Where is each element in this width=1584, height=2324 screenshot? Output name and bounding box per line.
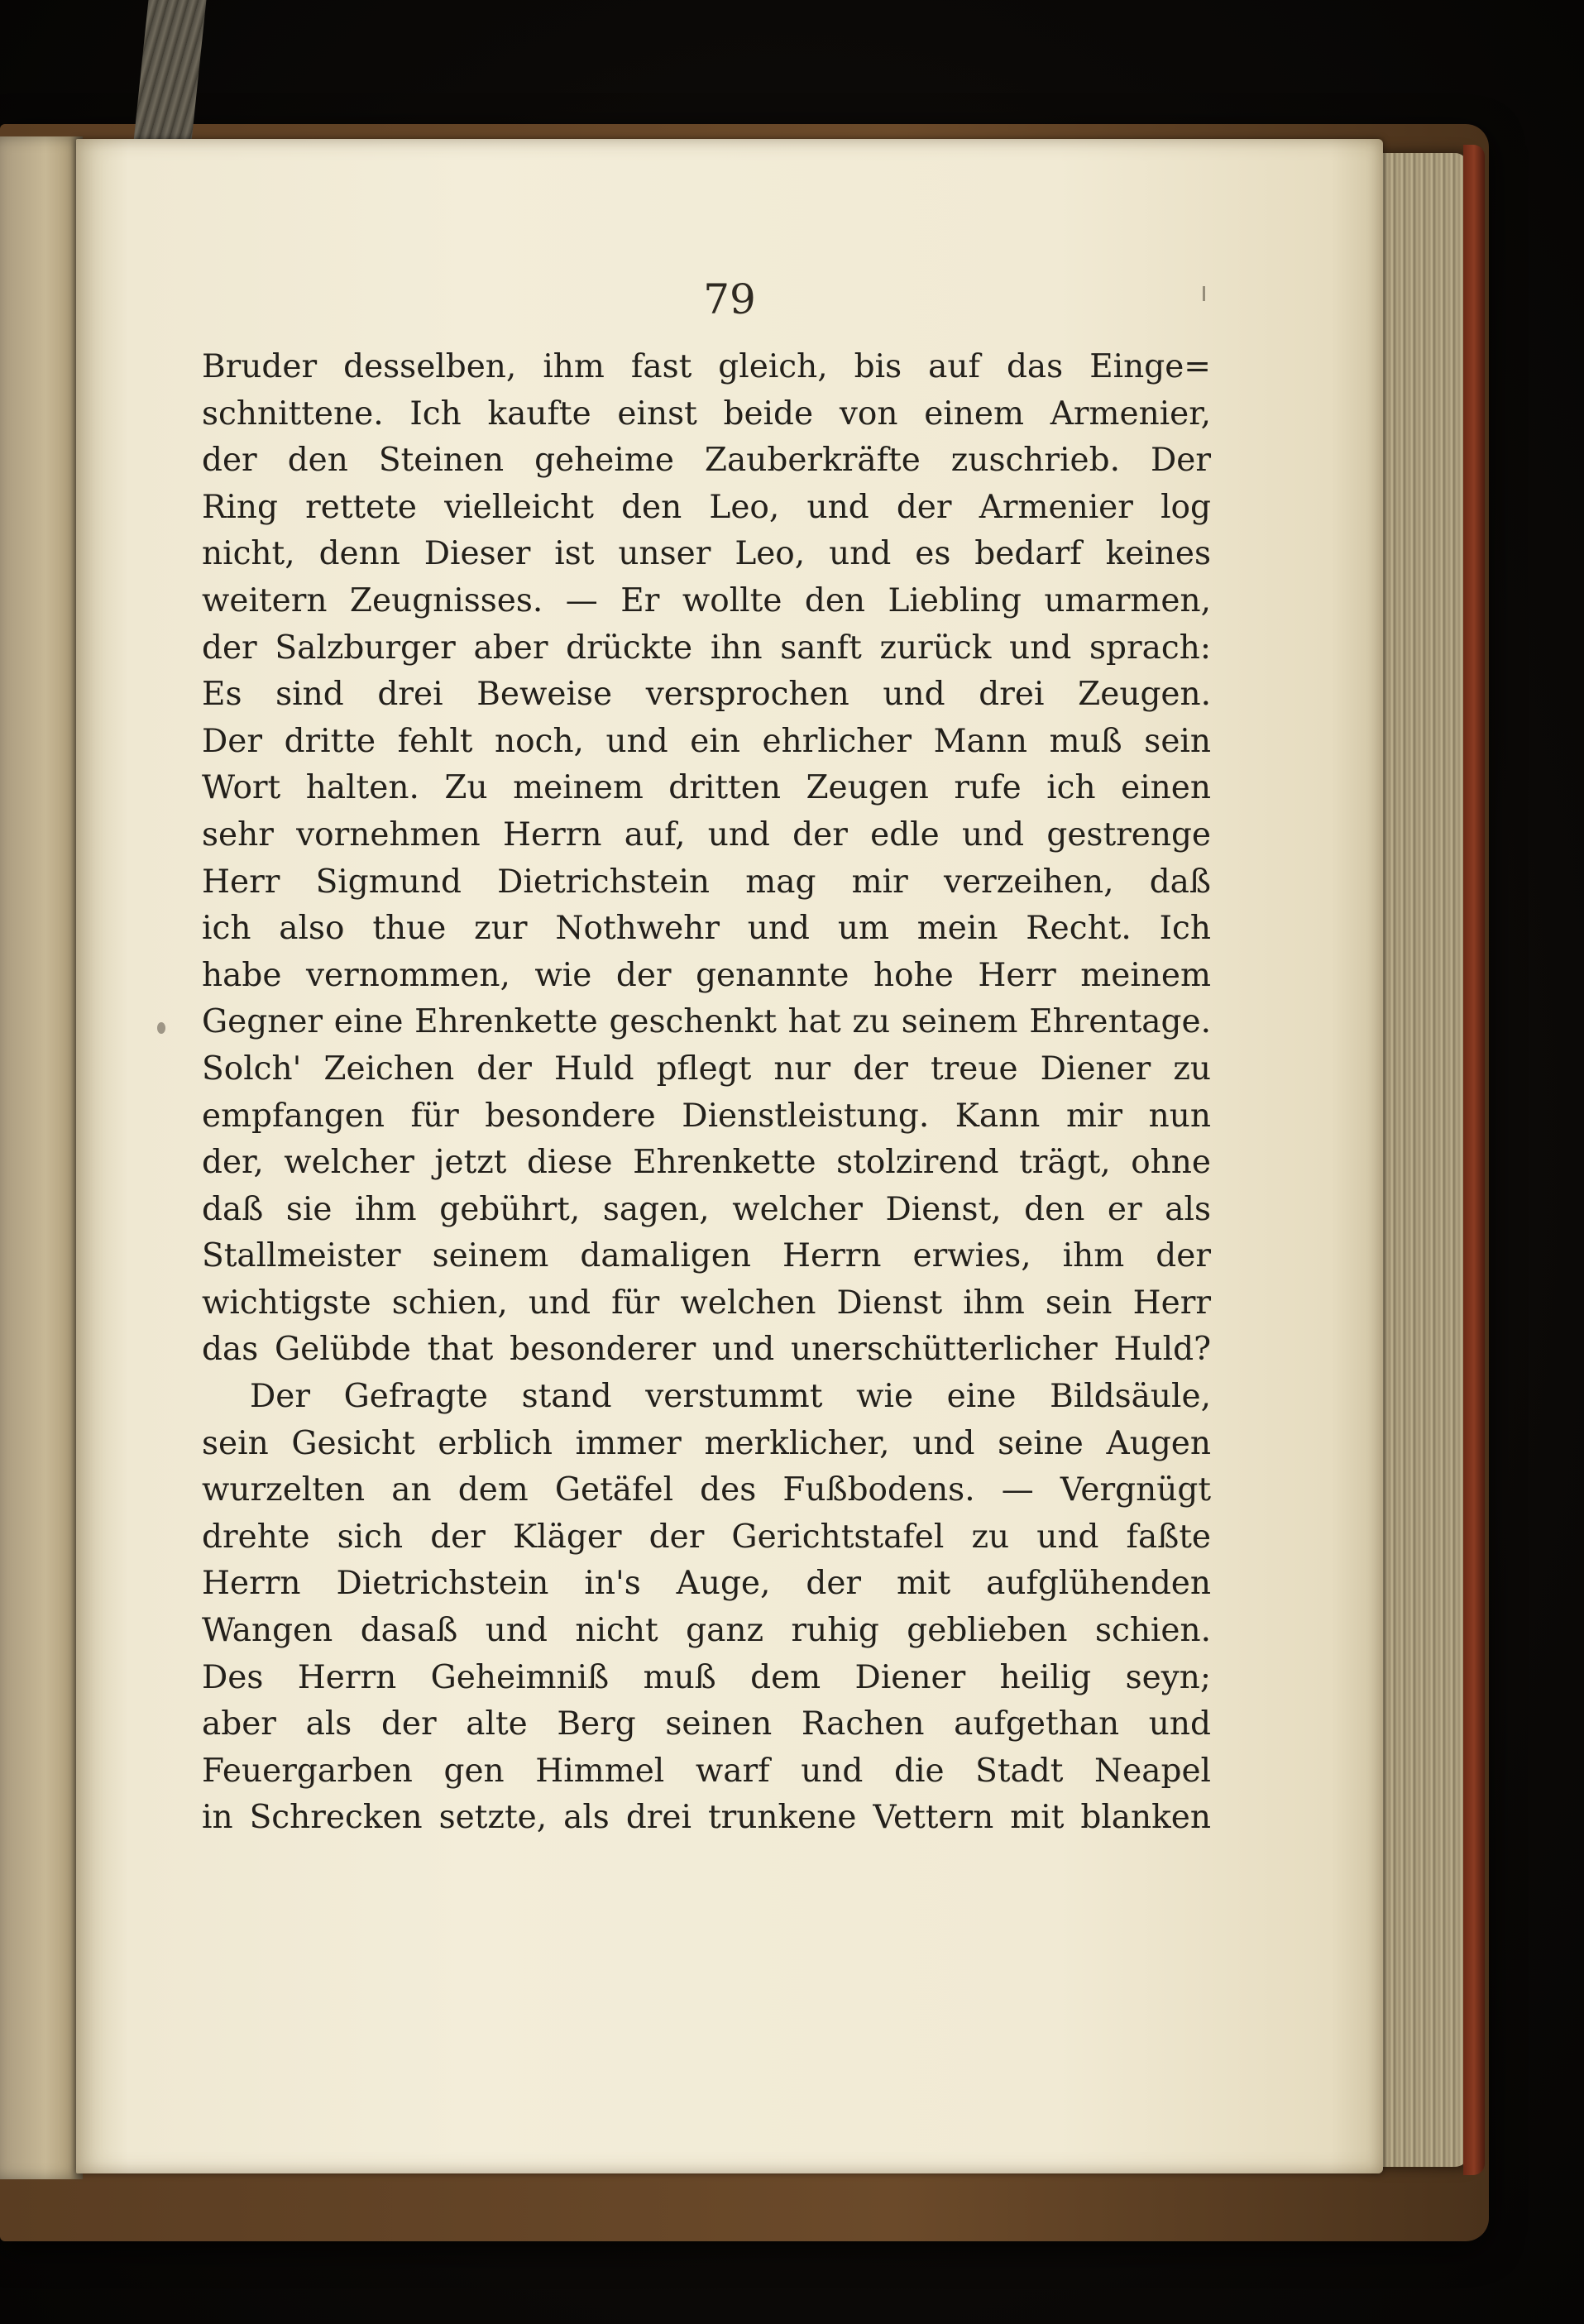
text-line: Wangen dasaß und nicht ganz ruhig geblieben schien. xyxy=(202,1612,1211,1650)
text-line: daß sie ihm gebührt, sagen, welcher Dienst, den er als xyxy=(202,1190,1211,1228)
text-line: der den Steinen geheime Zauberkräfte zuschrieb. Der xyxy=(202,442,1211,480)
paper-speck xyxy=(157,1022,165,1034)
previous-page-edge xyxy=(0,136,83,2179)
text-line: wurzelten an dem Getäfel des Fußbodens. — Vergnügt xyxy=(202,1471,1211,1509)
text-line: Des Herrn Geheimniß muß dem Diener heilig seyn; xyxy=(202,1658,1211,1696)
book-page xyxy=(76,139,1383,2173)
text-line: schnittene. Ich kaufte einst beide von einem Armenier, xyxy=(202,395,1211,433)
text-line: Herrn Dietrichstein in's Auge, der mit aufglühenden xyxy=(202,1565,1211,1603)
text-line: Bruder desselben, ihm fast gleich, bis auf das Einge= xyxy=(202,348,1211,385)
paragraph-start-line: Der Gefragte stand verstummt wie eine Bildsäule, xyxy=(250,1378,1211,1416)
text-line: Der dritte fehlt noch, und ein ehrlicher Mann muß sein xyxy=(202,722,1211,760)
text-line: weitern Zeugnisses. — Er wollte den Liebling umarmen, xyxy=(202,581,1211,619)
text-line: nicht, denn Dieser ist unser Leo, und es bedarf keines xyxy=(202,535,1211,573)
text-line: das Gelübde that besonderer und unerschütterlicher Huld? xyxy=(202,1331,1211,1369)
text-line: aber als der alte Berg seinen Rachen aufgethan und xyxy=(202,1705,1211,1743)
page-number: 79 xyxy=(703,275,756,323)
text-line: Ring rettete vielleicht den Leo, und der Armenier log xyxy=(202,488,1211,526)
text-line: Solch' Zeichen der Huld pflegt nur der treue Diener zu xyxy=(202,1050,1211,1088)
text-line: Es sind drei Beweise versprochen und drei Zeugen. xyxy=(202,676,1211,714)
paper-mark xyxy=(1203,286,1205,301)
text-line: der, welcher jetzt diese Ehrenkette stolzirend trägt, ohne xyxy=(202,1144,1211,1182)
text-line: empfangen für besondere Dienstleistung. Kann mir nun xyxy=(202,1097,1211,1135)
text-line: Herr Sigmund Dietrichstein mag mir verzeihen, daß xyxy=(202,863,1211,901)
text-line: wichtigste schien, und für welchen Dienst ihm sein Herr xyxy=(202,1284,1211,1322)
text-line: habe vernommen, wie der genannte hohe Herr meinem xyxy=(202,956,1211,994)
text-line: ich also thue zur Nothwehr und um mein Recht. Ich xyxy=(202,910,1211,948)
text-line: Gegner eine Ehrenkette geschenkt hat zu seinem Ehrentage. xyxy=(202,1003,1211,1041)
text-line: drehte sich der Kläger der Gerichtstafel zu und faßte xyxy=(202,1518,1211,1556)
text-line: Stallmeister seinem damaligen Herrn erwies, ihm der xyxy=(202,1237,1211,1275)
text-line: Feuergarben gen Himmel warf und die Stadt Neapel xyxy=(202,1752,1211,1790)
text-line: in Schrecken setzte, als drei trunkene Vettern mit blanken xyxy=(202,1799,1211,1837)
text-line: Wort halten. Zu meinem dritten Zeugen rufe ich einen xyxy=(202,769,1211,807)
text-line: sehr vornehmen Herrn auf, und der edle und gestrenge xyxy=(202,815,1211,854)
body-text xyxy=(202,344,1211,1842)
text-line: sein Gesicht erblich immer merklicher, und seine Augen xyxy=(202,1424,1211,1462)
text-line: der Salzburger aber drückte ihn sanft zurück und sprach: xyxy=(202,629,1211,667)
